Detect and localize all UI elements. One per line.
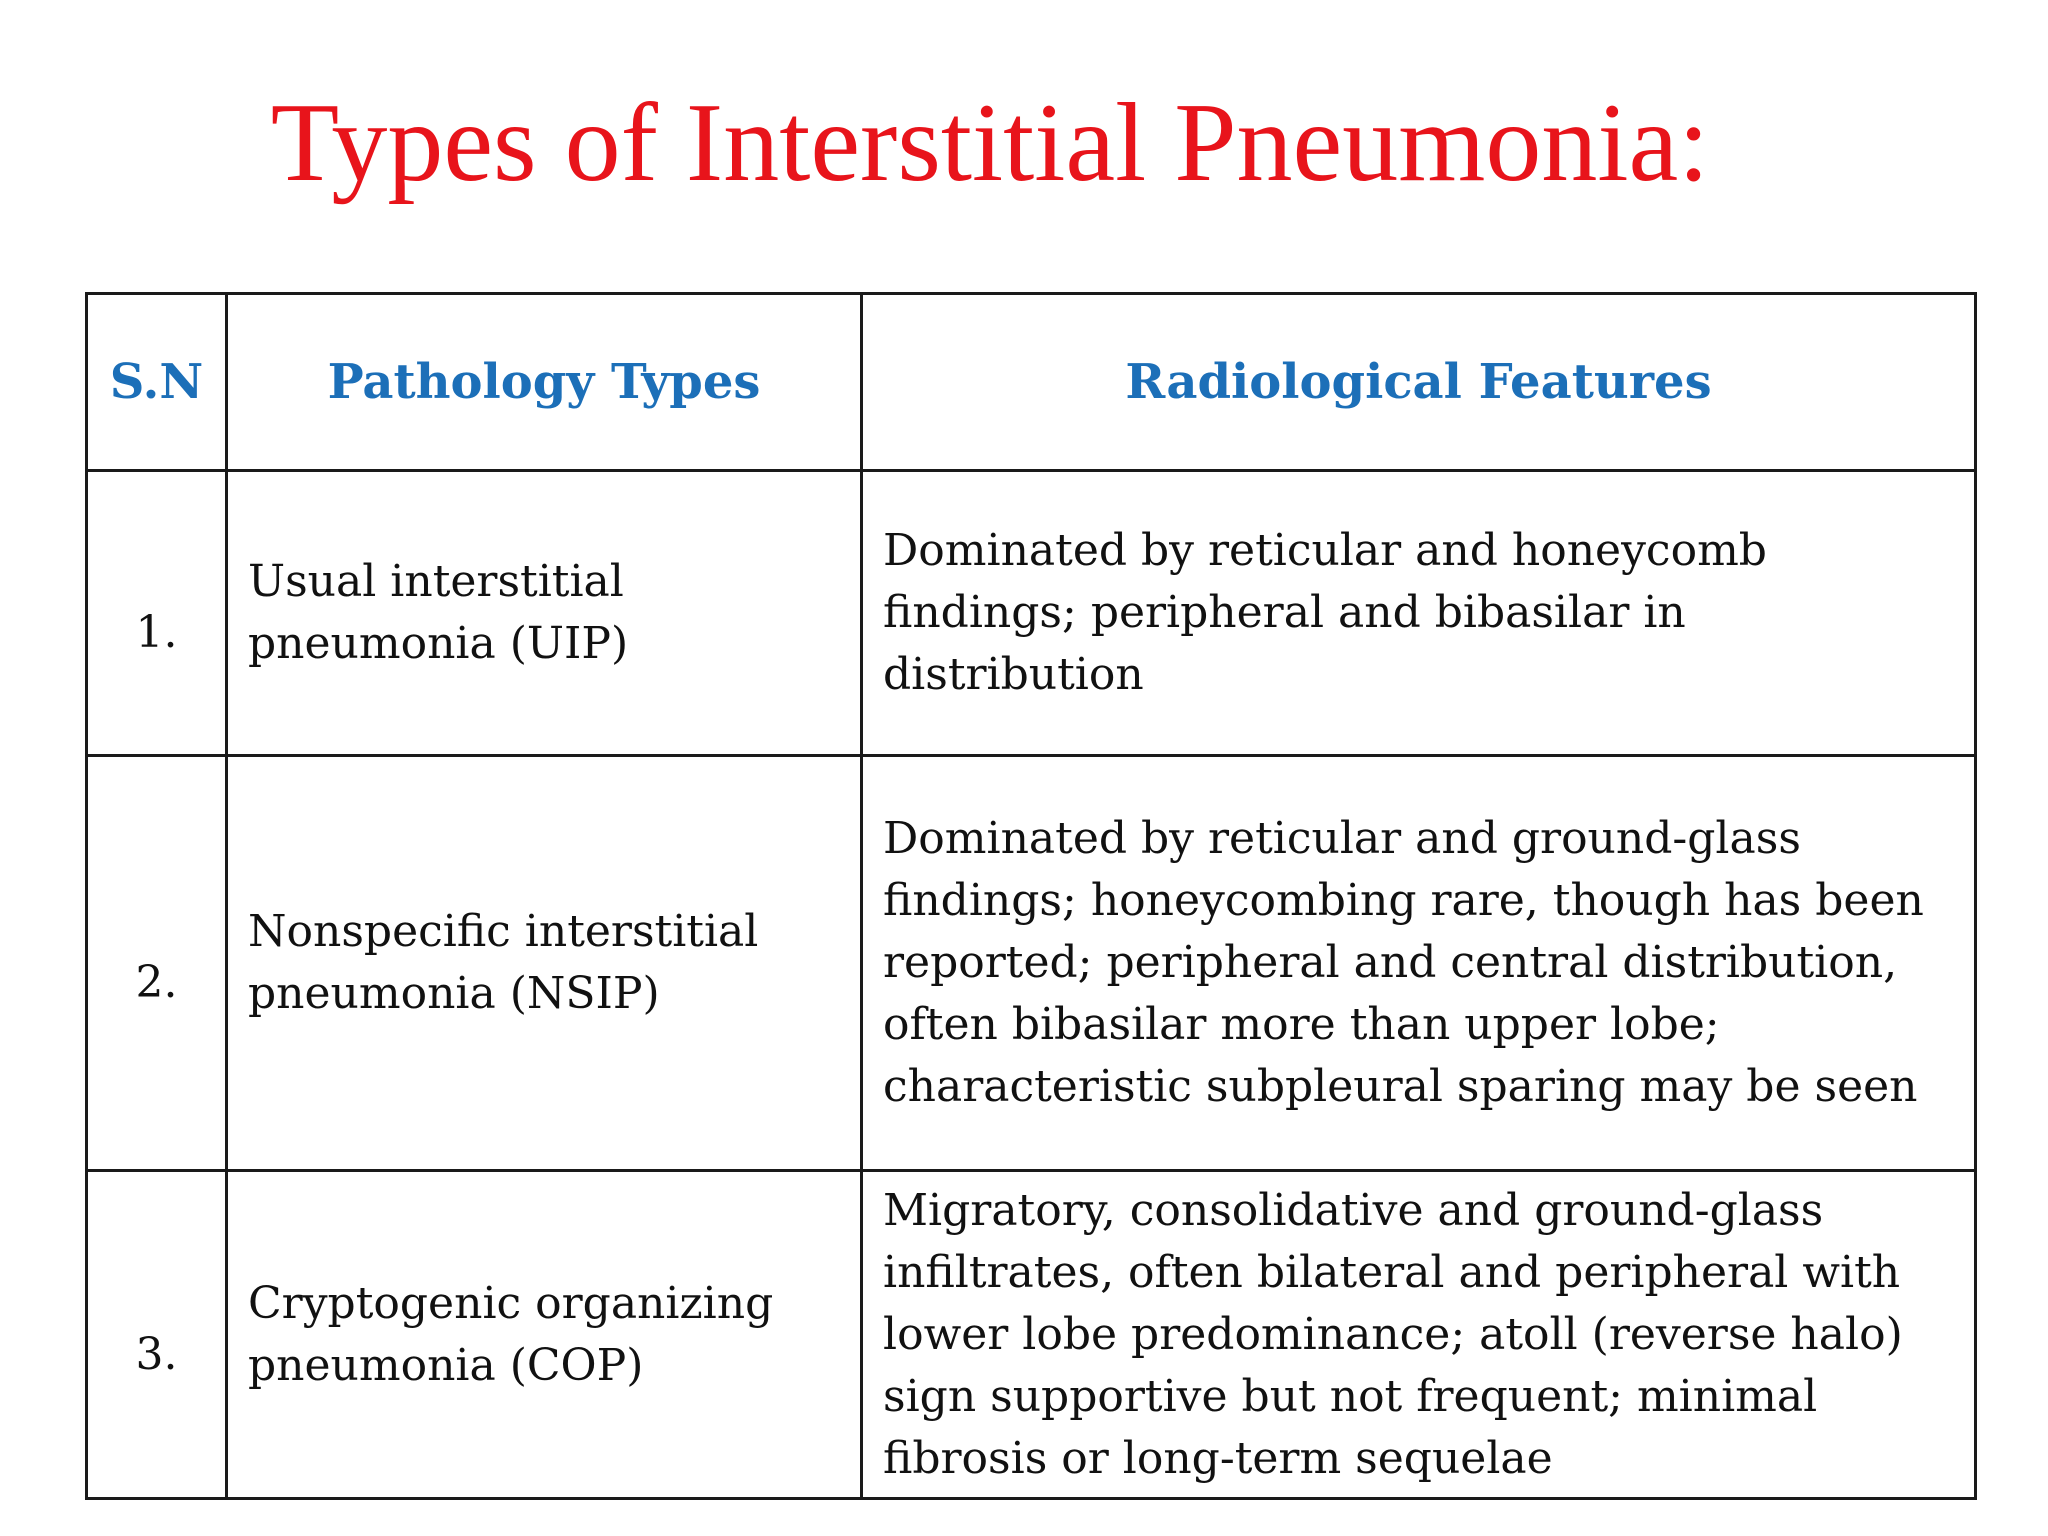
table-header-row: [87, 294, 1976, 471]
cell-radiological-features: Dominated by reticular and honeycomb findings; peripheral and bibasilar in distribution: [862, 471, 1976, 756]
pneumonia-types-table: [85, 292, 1977, 1500]
cell-pathology-type: Usual interstitial pneumonia (UIP): [227, 471, 862, 756]
cell-sn: [87, 1171, 227, 1499]
cell-pathology-type: Cryptogenic organizing pneumonia (COP): [227, 1171, 862, 1499]
header-pathology-types: Pathology Types: [227, 294, 862, 471]
table-row: [87, 756, 1976, 1171]
sn-value: 1.: [135, 607, 178, 658]
cell-sn: [87, 756, 227, 1171]
cell-sn: [87, 471, 227, 756]
table-row: [87, 471, 1976, 756]
header-radiological-features: Radiological Features: [862, 294, 1976, 471]
table-row: [87, 1171, 1976, 1499]
cell-pathology-type: Nonspecific interstitial pneumonia (NSIP): [227, 756, 862, 1171]
sn-value: 2.: [135, 957, 178, 1008]
header-sn: S.N: [87, 294, 227, 471]
cell-radiological-features: Migratory, consolidative and ground-glass infiltrates, often bilateral and peripheral with lower lobe predominance; atoll (reverse halo) sign supportive but not frequent; minimal fibrosis or long-term sequelae: [862, 1171, 1976, 1499]
cell-radiological-features: Dominated by reticular and ground-glass findings; honeycombing rare, though has been reported; peripheral and central distribution, often bibasilar more than upper lobe; characteristic subpleural sparing may be seen: [862, 756, 1976, 1171]
sn-value: 3.: [135, 1328, 178, 1380]
page-title: Types of Interstitial Pneumonia:: [270, 81, 1710, 205]
